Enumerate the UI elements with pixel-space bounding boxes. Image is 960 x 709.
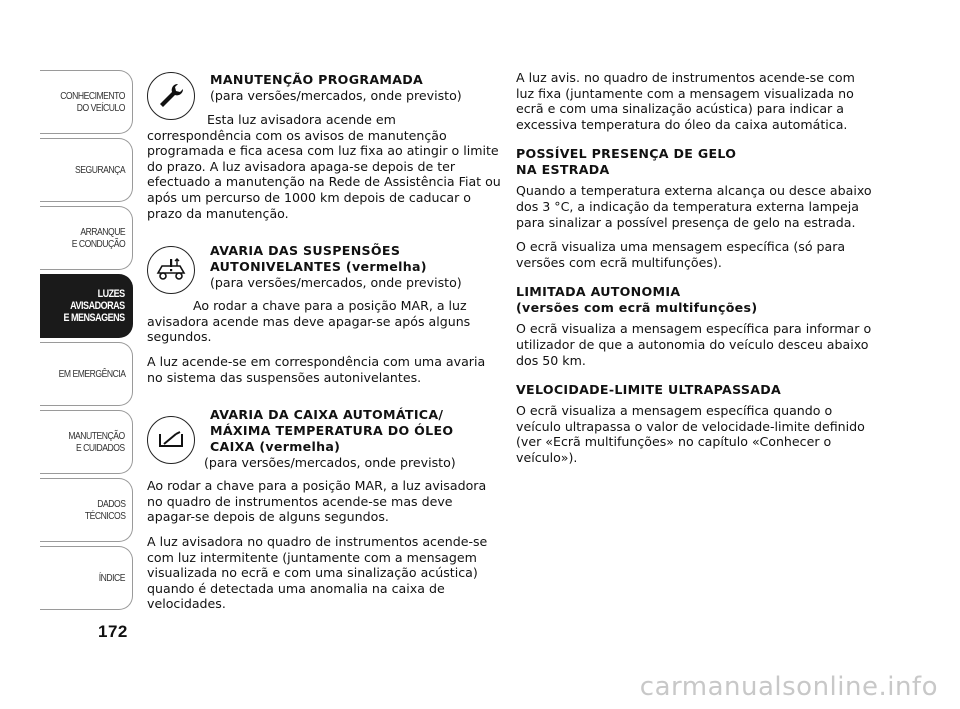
right-column (516, 70, 876, 475)
gelo-text-1: Quando a temperatura externa alcança ou desce abaixo dos 3 °C, a indicação da temperatura externa lampeja para sinalizar a possível presença de gelo na estrada. (516, 183, 872, 230)
caixa-title-2: MÁXIMA TEMPERATURA DO ÓLEO (210, 423, 454, 439)
tab-seguranca[interactable] (40, 138, 133, 202)
tab-luzes-avisadoras[interactable] (40, 274, 133, 338)
manutencao-text: Esta luz avisadora acende em correspondência com os avisos de manutenção programada e fica acesa com luz fixa ao atingir o limite do prazo. A luz avisadora apaga-se depois de ter efectuado a manutenção na Rede de Assistência Fiat ou após um percurso de 1000 km depois de caducar o prazo da manutenção. (147, 112, 501, 221)
suspensoes-subtitle: (para versões/mercados, onde previsto) (210, 275, 462, 291)
caixa-title-3: CAIXA (vermelha) (210, 439, 341, 455)
tab-label: EM EMERGÊNCIA (58, 368, 125, 380)
tab-emergencia[interactable] (40, 342, 133, 406)
caixa-subtitle: (para versões/mercados, onde previsto) (204, 455, 456, 471)
gelo-title-1: POSSÍVEL PRESENÇA DE GELO (516, 146, 737, 162)
tab-label: ARRANQUE E CONDUÇÃO (71, 226, 125, 250)
chapter-tabs (40, 70, 133, 614)
gelo-title-2: NA ESTRADA (516, 162, 610, 178)
gelo-text-2: O ecrã visualiza uma mensagem específica (só para versões com ecrã multifunções). (516, 239, 846, 270)
autonomia-text: O ecrã visualiza a mensagem específica para informar o utilizador de que a autonomia do veículo desceu abaixo dos 50 km. (516, 321, 872, 368)
caixa-text-2: A luz avisadora no quadro de instrumentos acende-se com luz intermitente (juntamente com a mensagem visualizada no ecrã e com uma sinalização acústica) quando é detectada uma anomalia na caixa de velocidades. (147, 533, 488, 612)
autonomia-title-2: (versões com ecrã multifunções) (516, 300, 758, 316)
tab-label: ÍNDICE (98, 572, 125, 584)
tab-dados-tecnicos[interactable] (40, 478, 133, 542)
tab-arranque[interactable] (40, 206, 133, 270)
autonomia-title-1: LIMITADA AUTONOMIA (516, 284, 681, 300)
tab-label: MANUTENÇÃO E CUIDADOS (68, 430, 125, 454)
tab-manutencao[interactable] (40, 410, 133, 474)
tab-label: DADOS TÉCNICOS (84, 498, 125, 522)
suspensoes-title-1: AVARIA DAS SUSPENSÕES (210, 243, 401, 259)
tab-label: CONHECIMENTO DO VEÍCULO (60, 90, 125, 114)
suspensoes-text-2: A luz acende-se em correspondência com uma avaria no sistema das suspensões autonivelantes. (147, 353, 486, 385)
manutencao-title: MANUTENÇÃO PROGRAMADA (210, 72, 424, 87)
tab-label: LUZES AVISADORAS E MENSAGENS (63, 288, 125, 324)
caixa-title-1: AVARIA DA CAIXA AUTOMÁTICA/ (210, 407, 444, 423)
velocidade-text: O ecrã visualiza a mensagem específica quando o veículo ultrapassa o valor de velocidade-limite definido (ver «Ecrã multifunções» no capítulo «Conhecer o veículo»). (516, 403, 865, 465)
suspensoes-title-2: AUTONIVELANTES (vermelha) (210, 259, 427, 275)
watermark-logo: carmanualsonline.info (639, 672, 938, 702)
caixa-text-1: Ao rodar a chave para a posição MAR, a luz avisadora no quadro de instrumentos acende-se mas deve apagar-se depois de alguns segundos. (147, 478, 487, 525)
suspensoes-text-1: Ao rodar a chave para a posição MAR, a luz avisadora acende mas deve apagar-se após alguns segundos. (147, 298, 471, 345)
velocidade-title: VELOCIDADE-LIMITE ULTRAPASSADA (516, 382, 782, 398)
page-number: 172 (98, 622, 128, 641)
left-column (147, 70, 502, 621)
tab-indice[interactable] (40, 546, 133, 610)
tab-conhecimento[interactable] (40, 70, 133, 134)
caixa-text-3: A luz avis. no quadro de instrumentos acende-se com luz fixa (juntamente com a mensagem visualizada no ecrã e com uma sinalização acústica) para indicar a excessiva temperatura do óleo da caixa automática. (516, 70, 855, 132)
manutencao-subtitle: (para versões/mercados, onde previsto) (210, 88, 462, 103)
tab-label: SEGURANÇA (74, 164, 125, 176)
